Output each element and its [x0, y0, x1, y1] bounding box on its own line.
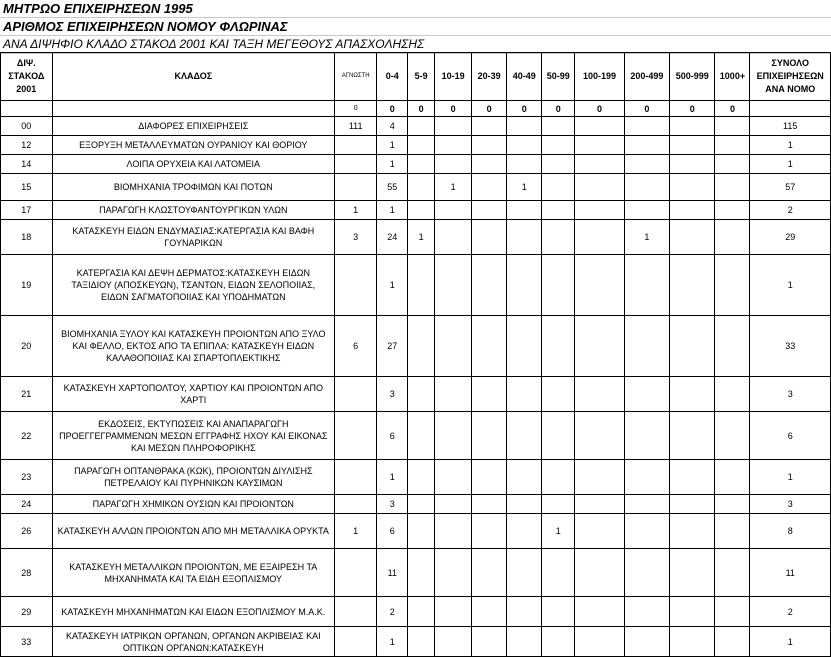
cell-50-99: [542, 377, 575, 412]
cell-100-199: [575, 117, 624, 136]
cell-40-49: [507, 597, 542, 627]
cell-10-19: [435, 155, 472, 174]
cell-100-199: [575, 549, 624, 597]
zero-cell-unknown: 0: [335, 101, 377, 117]
cell-0-4: 4: [377, 117, 408, 136]
cell-sector: ΚΑΤΑΣΚΕΥΗ ΑΛΛΩΝ ΠΡΟΙΟΝΤΩΝ ΑΠΟ ΜΗ ΜΕΤΑΛΛΙΚΑ ΟΡΥΚΤΑ: [52, 514, 335, 549]
cell-5-9: [408, 174, 435, 201]
cell-100-199: [575, 597, 624, 627]
col-header-code: ΔΙΨ. ΣΤΑΚΟΔ 2001: [1, 53, 53, 101]
cell-100-199: [575, 495, 624, 514]
cell-200-499: [624, 412, 669, 460]
col-header-total: ΣΥΝΟΛΟ ΕΠΙΧΕΙΡΗΣΕΩΝ ΑΝΑ ΝΟΜΟ: [750, 53, 831, 101]
col-header-1000-plus: 1000+: [715, 53, 750, 101]
cell-500-999: [670, 316, 715, 377]
cell-5-9: [408, 377, 435, 412]
cell-sector: ΠΑΡΑΓΩΓΗ ΟΠΤΑΝΘΡΑΚΑ (ΚΩΚ), ΠΡΟΙΟΝΤΩΝ ΔΙΥΛΙΣΗΣ ΠΕΤΡΕΛΑΙΟΥ ΚΑΙ ΠΥΡΗΝΙΚΩΝ ΚΑΥΣΙΜΩΝ: [52, 460, 335, 495]
cell-40-49: [507, 495, 542, 514]
cell-unknown: [335, 255, 377, 316]
cell-200-499: [624, 460, 669, 495]
cell-code: 22: [1, 412, 53, 460]
cell-1000-plus: [715, 316, 750, 377]
cell-100-199: [575, 201, 624, 220]
cell-1000-plus: [715, 201, 750, 220]
cell-5-9: [408, 316, 435, 377]
cell-code: 26: [1, 514, 53, 549]
cell-500-999: [670, 255, 715, 316]
cell-10-19: [435, 549, 472, 597]
cell-50-99: [542, 597, 575, 627]
cell-40-49: [507, 201, 542, 220]
cell-200-499: [624, 514, 669, 549]
cell-10-19: [435, 255, 472, 316]
cell-20-39: [472, 597, 507, 627]
cell-1000-plus: [715, 627, 750, 657]
cell-40-49: 1: [507, 174, 542, 201]
cell-5-9: [408, 255, 435, 316]
title-block: [0, 0, 831, 52]
cell-5-9: [408, 201, 435, 220]
table-row: [1, 412, 831, 460]
cell-100-199: [575, 220, 624, 255]
cell-5-9: 1: [408, 220, 435, 255]
cell-sector: ΚΑΤΑΣΚΕΥΗ ΧΑΡΤΟΠΟΛΤΟΥ, ΧΑΡΤΙΟΥ ΚΑΙ ΠΡΟΙΟΝΤΩΝ ΑΠΟ ΧΑΡΤΙ: [52, 377, 335, 412]
table-row: [1, 377, 831, 412]
cell-20-39: [472, 136, 507, 155]
cell-40-49: [507, 117, 542, 136]
col-header-100-199: 100-199: [575, 53, 624, 101]
cell-1000-plus: [715, 412, 750, 460]
table-row: [1, 255, 831, 316]
cell-10-19: 1: [435, 174, 472, 201]
cell-1000-plus: [715, 549, 750, 597]
cell-40-49: [507, 255, 542, 316]
cell-100-199: [575, 627, 624, 657]
cell-500-999: [670, 514, 715, 549]
cell-500-999: [670, 549, 715, 597]
cell-code: 28: [1, 549, 53, 597]
cell-5-9: [408, 117, 435, 136]
cell-40-49: [507, 136, 542, 155]
cell-40-49: [507, 220, 542, 255]
report-subtitle: ΑΡΙΘΜΟΣ ΕΠΙΧΕΙΡΗΣΕΩΝ ΝΟΜΟΥ ΦΛΩΡΙΝΑΣ: [0, 18, 831, 36]
cell-200-499: 1: [624, 220, 669, 255]
cell-1000-plus: [715, 597, 750, 627]
cell-0-4: 3: [377, 495, 408, 514]
cell-1000-plus: [715, 514, 750, 549]
cell-sector: ΠΑΡΑΓΩΓΗ ΚΛΩΣΤΟΥΦΑΝΤΟΥΡΓΙΚΩΝ ΥΛΩΝ: [52, 201, 335, 220]
cell-200-499: [624, 136, 669, 155]
zero-cell-5-9: 0: [408, 101, 435, 117]
cell-total: 1: [750, 627, 831, 657]
cell-unknown: [335, 627, 377, 657]
cell-40-49: [507, 377, 542, 412]
cell-unknown: [335, 155, 377, 174]
cell-50-99: 1: [542, 514, 575, 549]
cell-sector: ΚΑΤΑΣΚΕΥΗ ΜΗΧΑΝΗΜΑΤΩΝ ΚΑΙ ΕΙΔΩΝ ΕΞΟΠΛΙΣΜΟΥ Μ.Α.Κ.: [52, 597, 335, 627]
cell-20-39: [472, 316, 507, 377]
cell-total: 3: [750, 377, 831, 412]
zero-cell-total: [750, 101, 831, 117]
cell-100-199: [575, 377, 624, 412]
cell-0-4: 1: [377, 627, 408, 657]
cell-20-39: [472, 412, 507, 460]
cell-20-39: [472, 549, 507, 597]
cell-200-499: [624, 155, 669, 174]
table-row: [1, 174, 831, 201]
cell-10-19: [435, 220, 472, 255]
cell-total: 2: [750, 201, 831, 220]
cell-500-999: [670, 220, 715, 255]
cell-0-4: 1: [377, 136, 408, 155]
table-row: [1, 597, 831, 627]
cell-0-4: 1: [377, 255, 408, 316]
cell-20-39: [472, 201, 507, 220]
col-header-200-499: 200-499: [624, 53, 669, 101]
cell-40-49: [507, 514, 542, 549]
cell-code: 14: [1, 155, 53, 174]
cell-100-199: [575, 460, 624, 495]
cell-20-39: [472, 627, 507, 657]
cell-1000-plus: [715, 255, 750, 316]
cell-500-999: [670, 597, 715, 627]
cell-10-19: [435, 201, 472, 220]
cell-sector: ΚΑΤΑΣΚΕΥΗ ΜΕΤΑΛΛΙΚΩΝ ΠΡΟΙΟΝΤΩΝ, ΜΕ ΕΞΑΙΡΕΣΗ ΤΑ ΜΗΧΑΝΗΜΑΤΑ ΚΑΙ ΤΑ ΕΙΔΗ ΕΞΟΠΛΙΣΜΟΥ: [52, 549, 335, 597]
cell-500-999: [670, 174, 715, 201]
cell-20-39: [472, 495, 507, 514]
zero-cell-code: [1, 101, 53, 117]
cell-0-4: 11: [377, 549, 408, 597]
table-row: [1, 549, 831, 597]
col-header-sector: ΚΛΑΔΟΣ: [52, 53, 335, 101]
cell-total: 1: [750, 460, 831, 495]
cell-100-199: [575, 514, 624, 549]
cell-5-9: [408, 549, 435, 597]
cell-code: 19: [1, 255, 53, 316]
cell-total: 11: [750, 549, 831, 597]
cell-200-499: [624, 255, 669, 316]
cell-1000-plus: [715, 155, 750, 174]
cell-10-19: [435, 495, 472, 514]
cell-0-4: 6: [377, 514, 408, 549]
cell-50-99: [542, 495, 575, 514]
cell-unknown: [335, 597, 377, 627]
cell-500-999: [670, 627, 715, 657]
table-row: [1, 460, 831, 495]
cell-40-49: [507, 412, 542, 460]
col-header-5-9: 5-9: [408, 53, 435, 101]
cell-code: 18: [1, 220, 53, 255]
cell-code: 20: [1, 316, 53, 377]
cell-0-4: 1: [377, 460, 408, 495]
cell-50-99: [542, 201, 575, 220]
cell-100-199: [575, 316, 624, 377]
cell-200-499: [624, 377, 669, 412]
cell-total: 1: [750, 155, 831, 174]
cell-total: 1: [750, 255, 831, 316]
cell-0-4: 27: [377, 316, 408, 377]
zero-cell-50-99: 0: [542, 101, 575, 117]
cell-code: 17: [1, 201, 53, 220]
cell-200-499: [624, 201, 669, 220]
col-header-500-999: 500-999: [670, 53, 715, 101]
table-row: [1, 514, 831, 549]
col-header-50-99: 50-99: [542, 53, 575, 101]
cell-50-99: [542, 117, 575, 136]
cell-10-19: [435, 316, 472, 377]
cell-total: 57: [750, 174, 831, 201]
cell-500-999: [670, 117, 715, 136]
cell-5-9: [408, 136, 435, 155]
cell-100-199: [575, 136, 624, 155]
cell-total: 2: [750, 597, 831, 627]
cell-unknown: [335, 495, 377, 514]
cell-sector: ΛΟΙΠΑ ΟΡΥΧΕΙΑ ΚΑΙ ΛΑΤΟΜΕΙΑ: [52, 155, 335, 174]
cell-500-999: [670, 412, 715, 460]
cell-10-19: [435, 514, 472, 549]
zero-cell-20-39: 0: [472, 101, 507, 117]
col-header-40-49: 40-49: [507, 53, 542, 101]
col-header-10-19: 10-19: [435, 53, 472, 101]
cell-200-499: [624, 495, 669, 514]
cell-10-19: [435, 136, 472, 155]
table-row: [1, 201, 831, 220]
cell-10-19: [435, 412, 472, 460]
cell-200-499: [624, 174, 669, 201]
zero-row: [1, 101, 831, 117]
table-row: [1, 136, 831, 155]
zero-cell-200-499: 0: [624, 101, 669, 117]
cell-sector: ΠΑΡΑΓΩΓΗ ΧΗΜΙΚΩΝ ΟΥΣΙΩΝ ΚΑΙ ΠΡΟΙΟΝΤΩΝ: [52, 495, 335, 514]
cell-50-99: [542, 412, 575, 460]
cell-5-9: [408, 627, 435, 657]
cell-100-199: [575, 174, 624, 201]
cell-50-99: [542, 316, 575, 377]
cell-10-19: [435, 377, 472, 412]
col-header-20-39: 20-39: [472, 53, 507, 101]
cell-40-49: [507, 627, 542, 657]
cell-200-499: [624, 117, 669, 136]
cell-total: 6: [750, 412, 831, 460]
cell-0-4: 1: [377, 201, 408, 220]
cell-unknown: 1: [335, 514, 377, 549]
cell-20-39: [472, 220, 507, 255]
zero-cell-10-19: 0: [435, 101, 472, 117]
cell-50-99: [542, 255, 575, 316]
cell-5-9: [408, 495, 435, 514]
cell-5-9: [408, 514, 435, 549]
cell-200-499: [624, 627, 669, 657]
cell-50-99: [542, 549, 575, 597]
cell-10-19: [435, 117, 472, 136]
enterprises-table: [0, 52, 831, 657]
cell-1000-plus: [715, 220, 750, 255]
cell-200-499: [624, 549, 669, 597]
header-row: [1, 53, 831, 101]
cell-50-99: [542, 220, 575, 255]
report-description: ΑΝΑ ΔΙΨΗΦΙΟ ΚΛΑΔΟ ΣΤΑΚΟΔ 2001 ΚΑΙ ΤΑΞΗ ΜΕΓΕΘΟΥΣ ΑΠΑΣΧΟΛΗΣΗΣ: [0, 36, 831, 54]
cell-5-9: [408, 412, 435, 460]
zero-cell-40-49: 0: [507, 101, 542, 117]
cell-1000-plus: [715, 117, 750, 136]
cell-code: 23: [1, 460, 53, 495]
cell-500-999: [670, 201, 715, 220]
cell-100-199: [575, 412, 624, 460]
cell-200-499: [624, 316, 669, 377]
cell-20-39: [472, 155, 507, 174]
table-row: [1, 220, 831, 255]
cell-10-19: [435, 460, 472, 495]
zero-cell-500-999: 0: [670, 101, 715, 117]
cell-10-19: [435, 597, 472, 627]
cell-0-4: 24: [377, 220, 408, 255]
cell-total: 8: [750, 514, 831, 549]
zero-cell-100-199: 0: [575, 101, 624, 117]
table-row: [1, 155, 831, 174]
cell-unknown: [335, 377, 377, 412]
cell-sector: ΕΚΔΟΣΕΙΣ, ΕΚΤΥΠΩΣΕΙΣ ΚΑΙ ΑΝΑΠΑΡΑΓΩΓΗ ΠΡΟΕΓΓΕΓΡΑΜΜΕΝΩΝ ΜΕΣΩΝ ΕΓΓΡΑΦΗΣ ΗΧΟΥ ΚΑΙ ΕΙΚΟΝΑΣ ΚΑΙ ΜΕΣΩΝ ΠΛΗΡΟΦΟΡΙΚΗΣ: [52, 412, 335, 460]
cell-sector: ΚΑΤΑΣΚΕΥΗ ΙΑΤΡΙΚΩΝ ΟΡΓΑΝΩΝ, ΟΡΓΑΝΩΝ ΑΚΡΙΒΕΙΑΣ ΚΑΙ ΟΠΤΙΚΩΝ ΟΡΓΑΝΩΝ:ΚΑΤΑΣΚΕΥΗ: [52, 627, 335, 657]
cell-unknown: [335, 460, 377, 495]
cell-20-39: [472, 514, 507, 549]
cell-5-9: [408, 597, 435, 627]
col-header-0-4: 0-4: [377, 53, 408, 101]
cell-total: 3: [750, 495, 831, 514]
cell-unknown: 3: [335, 220, 377, 255]
zero-cell-1000-plus: 0: [715, 101, 750, 117]
cell-20-39: [472, 377, 507, 412]
cell-100-199: [575, 155, 624, 174]
table-row: [1, 316, 831, 377]
cell-unknown: [335, 174, 377, 201]
table-row: [1, 495, 831, 514]
cell-total: 33: [750, 316, 831, 377]
cell-code: 00: [1, 117, 53, 136]
cell-40-49: [507, 460, 542, 495]
cell-sector: ΒΙΟΜΗΧΑΝΙΑ ΞΥΛΟΥ ΚΑΙ ΚΑΤΑΣΚΕΥΗ ΠΡΟΙΟΝΤΩΝ ΑΠΟ ΞΥΛΟ ΚΑΙ ΦΕΛΛΟ, ΕΚΤΟΣ ΑΠΟ ΤΑ ΕΠΙΠΛΑ: ΚΑΤΑΣΚΕΥΗ ΕΙΔΩΝ ΚΑΛΑΘΟΠΟΙΙΑΣ ΚΑΙ ΣΠΑΡΤΟΠΛΕΚΤΙΚΗΣ: [52, 316, 335, 377]
cell-sector: ΔΙΑΦΟΡΕΣ ΕΠΙΧΕΙΡΗΣΕΙΣ: [52, 117, 335, 136]
table-row: [1, 117, 831, 136]
cell-code: 12: [1, 136, 53, 155]
cell-sector: ΚΑΤΕΡΓΑΣΙΑ ΚΑΙ ΔΕΨΗ ΔΕΡΜΑΤΟΣ:ΚΑΤΑΣΚΕΥΗ ΕΙΔΩΝ ΤΑΞΙΔΙΟΥ (ΑΠΟΣΚΕΥΩΝ), ΤΣΑΝΤΩΝ, ΕΙΔΩΝ ΣΕΛΟΠΟΙΙΑΣ, ΕΙΔΩΝ ΣΑΓΜΑΤΟΠΟΙΙΑΣ ΚΑΙ ΥΠΟΔΗΜΑΤΩΝ: [52, 255, 335, 316]
zero-cell-sector: [52, 101, 335, 117]
cell-unknown: [335, 136, 377, 155]
col-header-unknown: ΑΓΝΩΣΤΗ: [335, 53, 377, 101]
cell-500-999: [670, 377, 715, 412]
cell-code: 33: [1, 627, 53, 657]
cell-50-99: [542, 627, 575, 657]
cell-sector: ΚΑΤΑΣΚΕΥΗ ΕΙΔΩΝ ΕΝΔΥΜΑΣΙΑΣ:ΚΑΤΕΡΓΑΣΙΑ ΚΑΙ ΒΑΦΗ ΓΟΥΝΑΡΙΚΩΝ: [52, 220, 335, 255]
cell-20-39: [472, 174, 507, 201]
cell-total: 115: [750, 117, 831, 136]
cell-code: 15: [1, 174, 53, 201]
cell-unknown: 1: [335, 201, 377, 220]
cell-unknown: [335, 549, 377, 597]
cell-0-4: 2: [377, 597, 408, 627]
cell-40-49: [507, 549, 542, 597]
cell-code: 24: [1, 495, 53, 514]
cell-1000-plus: [715, 495, 750, 514]
cell-unknown: 111: [335, 117, 377, 136]
cell-50-99: [542, 155, 575, 174]
cell-total: 29: [750, 220, 831, 255]
cell-40-49: [507, 316, 542, 377]
cell-50-99: [542, 136, 575, 155]
cell-20-39: [472, 255, 507, 316]
cell-1000-plus: [715, 377, 750, 412]
cell-1000-plus: [715, 174, 750, 201]
cell-1000-plus: [715, 460, 750, 495]
cell-100-199: [575, 255, 624, 316]
cell-500-999: [670, 136, 715, 155]
cell-sector: ΕΞΟΡΥΞΗ ΜΕΤΑΛΛΕΥΜΑΤΩΝ ΟΥΡΑΝΙΟΥ ΚΑΙ ΘΟΡΙΟΥ: [52, 136, 335, 155]
cell-5-9: [408, 460, 435, 495]
cell-20-39: [472, 117, 507, 136]
cell-500-999: [670, 495, 715, 514]
cell-unknown: [335, 412, 377, 460]
cell-500-999: [670, 460, 715, 495]
cell-40-49: [507, 155, 542, 174]
cell-code: 21: [1, 377, 53, 412]
cell-unknown: 6: [335, 316, 377, 377]
cell-0-4: 1: [377, 155, 408, 174]
report-title: ΜΗΤΡΩΟ ΕΠΙΧΕΙΡΗΣΕΩΝ 1995: [0, 0, 831, 18]
cell-0-4: 6: [377, 412, 408, 460]
table-row: [1, 627, 831, 657]
cell-total: 1: [750, 136, 831, 155]
zero-cell-0-4: 0: [377, 101, 408, 117]
cell-50-99: [542, 174, 575, 201]
cell-0-4: 3: [377, 377, 408, 412]
cell-5-9: [408, 155, 435, 174]
cell-500-999: [670, 155, 715, 174]
cell-code: 29: [1, 597, 53, 627]
cell-20-39: [472, 460, 507, 495]
cell-0-4: 55: [377, 174, 408, 201]
cell-1000-plus: [715, 136, 750, 155]
cell-sector: ΒΙΟΜΗΧΑΝΙΑ ΤΡΟΦΙΜΩΝ ΚΑΙ ΠΟΤΩΝ: [52, 174, 335, 201]
cell-10-19: [435, 627, 472, 657]
cell-200-499: [624, 597, 669, 627]
cell-50-99: [542, 460, 575, 495]
